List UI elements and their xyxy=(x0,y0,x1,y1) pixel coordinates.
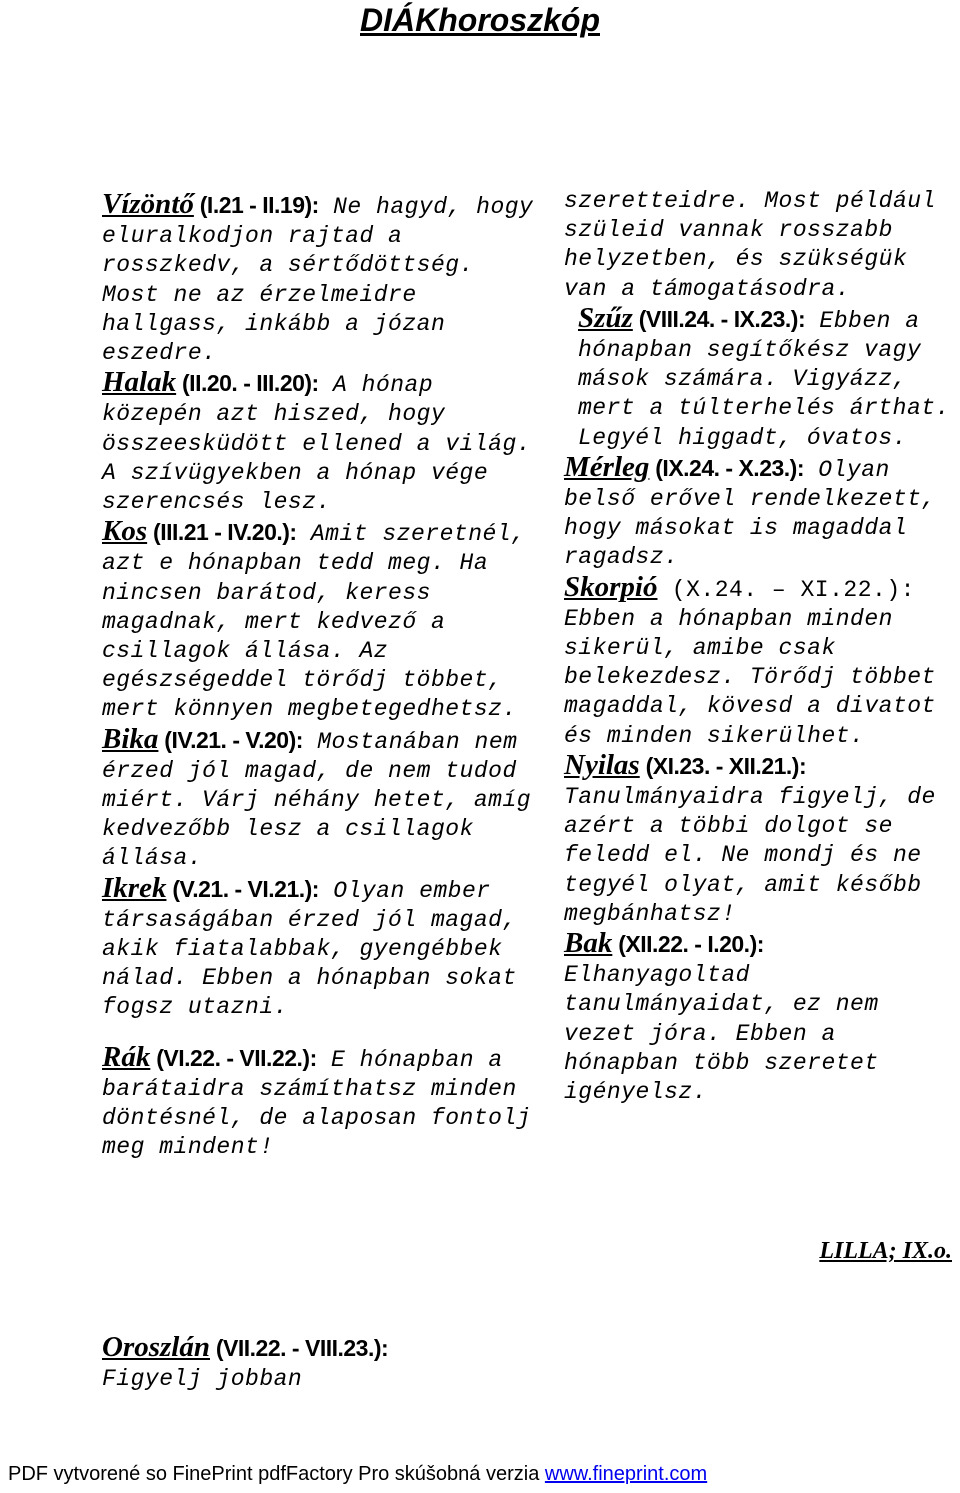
horoscope-text: Tanulmányaidra figyelj, de azért a többi dolgot se feledd el. Ne mondj és ne tegyél olyat, amit később megbánhatsz! xyxy=(564,784,936,927)
horoscope-bak xyxy=(564,929,960,1107)
horoscope-text: Ebben a hónapban minden sikerül, amibe csak belekezdesz. Törődj többet magaddal, kövesd a divatot és minden sikerülhet. xyxy=(564,605,936,749)
sign-name: Ikrek xyxy=(102,871,167,904)
sign-date: (XI.23. - XII.21.): xyxy=(639,752,807,779)
horoscope-oroszlan xyxy=(102,1333,602,1394)
horoscope-text: Amit szeretnél, azt e hónapban tedd meg. Ha nincsen barátod, keress magadnak, mert kedvező a csillagok állása. Az egészségeddel törődj többet, mert könnyen megbetegedhetsz. xyxy=(102,521,526,723)
sign-name: Oroszlán xyxy=(102,1331,210,1363)
sign-name: Bak xyxy=(564,927,613,960)
horoscope-text: Ne hagyd, hogy eluralkodjon rajtad a rosszkedv, a sértődöttség. Most ne az érzelmeidre hallgass, inkább a józan eszedre. xyxy=(102,194,534,367)
sign-date: (IV.21. - V.20): xyxy=(158,726,303,753)
sign-date: (VI.22. - VII.22.): xyxy=(150,1044,317,1071)
horoscope-skorpio xyxy=(564,570,960,751)
horoscope-rak xyxy=(102,1040,542,1163)
horoscope-halak xyxy=(102,368,542,517)
sign-name: Nyilas xyxy=(564,748,640,781)
right-column xyxy=(564,187,960,1107)
sign-date: (VII.22. - VIII.23.): xyxy=(210,1335,389,1361)
sign-date: (VIII.24. - IX.23.): xyxy=(632,305,806,332)
sign-name: Skorpió xyxy=(564,570,658,603)
horoscope-nyilas xyxy=(564,748,960,929)
footer-text: PDF vytvorené so FinePrint pdfFactory Pro skúšobná verzia xyxy=(8,1463,545,1485)
horoscope-oroszlan-continued: szeretteidre. Most például szüleid vannak rosszabb helyzetben, és szükségük van a támogatásodra. xyxy=(564,188,936,302)
horoscope-merleg xyxy=(564,450,960,573)
horoscope-text: Mostanában nem érzed jól magad, de nem tudod miért. Várj néhány hetet, amíg kedvezőbb lesz a csillagok állása. xyxy=(102,728,532,872)
sign-date: (XII.22. - I.20.): xyxy=(612,931,764,958)
sign-date: (V.21. - VI.21.): xyxy=(166,875,319,902)
left-column xyxy=(102,190,542,1163)
sign-name: Rák xyxy=(102,1040,151,1073)
sign-date: (X.24. – XI.22.): xyxy=(657,576,915,603)
horoscope-kos xyxy=(102,517,542,724)
sign-name: Szűz xyxy=(578,301,633,334)
sign-name: Bika xyxy=(102,722,159,755)
horoscope-text: Olyan ember társaságában érzed jól magad, akik fiatalabbak, gyengébbek nálad. Ebben a hónapban sokat fogsz utazni. xyxy=(102,877,517,1021)
sign-name: Vízöntő xyxy=(102,188,194,220)
author-signature: LILLA; IX.o. xyxy=(819,1238,952,1264)
sign-name: Halak xyxy=(102,366,177,399)
horoscope-vizonto xyxy=(102,190,542,368)
sign-name: Kos xyxy=(102,515,148,548)
horoscope-text: Elhanyagoltad tanulmányaidat, ez nem vezet jóra. Ebben a hónapban több szeretet igényelsz. xyxy=(564,962,879,1106)
sign-name: Mérleg xyxy=(564,450,650,483)
footer-link[interactable]: www.fineprint.com xyxy=(544,1463,708,1485)
horoscope-text: Figyelj jobban xyxy=(102,1366,303,1393)
horoscope-text: A hónap közepén azt hiszed, hogy összeesküdött ellened a világ. A szívügyekben a hónap vége szerencsés lesz. xyxy=(102,372,532,516)
sign-date: (I.21 - II.19): xyxy=(193,192,319,218)
sign-date: (IX.24. - X.23.): xyxy=(649,454,804,481)
horoscope-szuz xyxy=(564,301,960,453)
pdf-footer xyxy=(8,1463,707,1486)
sign-date: (III.21 - IV.20.): xyxy=(147,519,297,546)
horoscope-text: Ebben a hónapban segítőkész vagy mások számára. Vigyázz, mert a túlterhelés árthat. Legyél higgadt, óvatos. xyxy=(578,307,950,451)
horoscope-ikrek xyxy=(102,871,542,1023)
horoscope-text: E hónapban a barátaidra számíthatsz minden döntésnél, de alaposan fontolj meg mindent! xyxy=(102,1046,532,1161)
sign-date: (II.20. - III.20): xyxy=(176,370,319,397)
page-title: DIÁKhoroszkóp xyxy=(360,2,600,38)
horoscope-text: Olyan belső erővel rendelkezett, hogy másokat is magaddal ragadsz. xyxy=(564,456,936,571)
horoscope-bika xyxy=(102,722,542,874)
